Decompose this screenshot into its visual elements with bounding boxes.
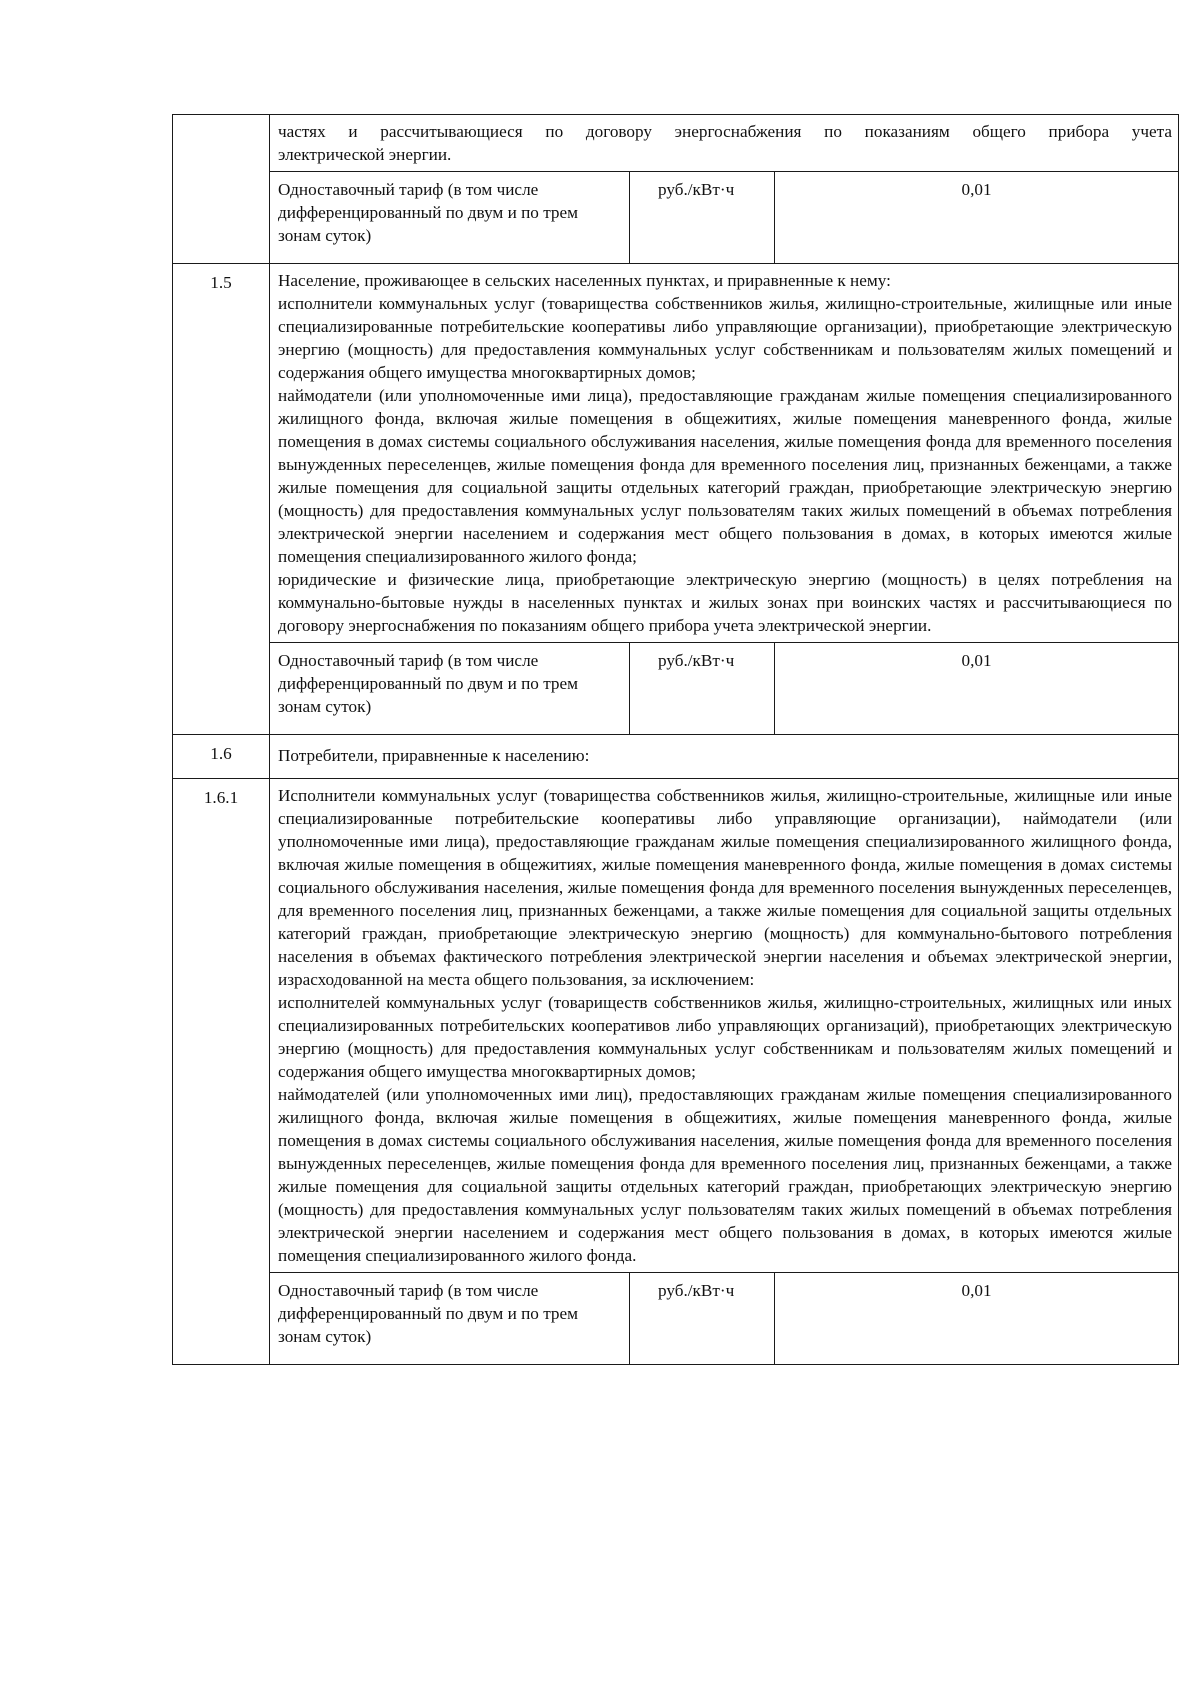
table-row — [173, 115, 1179, 172]
description-paragraph: исполнителей коммунальных услуг (товариществ собственников жилья, жилищно-строительных, жилищных или иных специализированных потребительских кооперативов либо управляющих организаций), приобретающих электрическую энергию (мощность) для предоставления коммунальных услуг собственникам и пользователям жилых помещений и содержания общего имущества многоквартирных домов; — [278, 993, 1173, 1081]
description-cell — [270, 264, 1179, 643]
description-line: частях и рассчитывающиеся по договору энергоснабжения по показаниям общего прибора учета — [278, 122, 1173, 141]
tariff-row — [173, 172, 1179, 264]
row-number-cell — [173, 115, 270, 264]
section-heading: Население, проживающее в сельских населенных пунктах, и приравненные к нему: — [278, 271, 891, 290]
table-row — [173, 779, 1179, 1273]
tariff-table — [172, 114, 1179, 1365]
tariff-unit: руб./кВт·ч — [630, 172, 775, 264]
row-number: 1.5 — [173, 264, 270, 735]
tariff-label: Одноставочный тариф (в том числе дифференцированный по двум и по трем зонам суток) — [270, 1273, 630, 1365]
row-number: 1.6.1 — [173, 779, 270, 1365]
tariff-label: Одноставочный тариф (в том числе дифференцированный по двум и по трем зонам суток) — [270, 643, 630, 735]
table-row — [173, 735, 1179, 779]
tariff-row — [173, 1273, 1179, 1365]
tariff-value: 0,01 — [775, 1273, 1179, 1365]
tariff-label: Одноставочный тариф (в том числе дифференцированный по двум и по трем зонам суток) — [270, 172, 630, 264]
table-row — [173, 264, 1179, 643]
section-heading: Потребители, приравненные к населению: — [270, 735, 1179, 779]
tariff-row — [173, 643, 1179, 735]
description-paragraph: наймодателей (или уполномоченных ими лиц), предоставляющих гражданам жилые помещения специализированного жилищного фонда, включая жилые помещения в общежитиях, жилые помещения маневренного фонда, жилые помещения в домах системы социального обслуживания населения, жилые помещения фонда для временного поселения вынужденных переселенцев, жилые помещения фонда для временного поселения лиц, признанных беженцами, а также жилые помещения для социальной защиты отдельных категорий граждан, приобретающих электрическую энергию (мощность) для предоставления коммунальных услуг пользователям таких жилых помещений в объемах потребления электрической энергии населением и содержания мест общего пользования в домах, в которых имеются жилые помещения специализированного жилого фонда. — [278, 1085, 1173, 1265]
description-paragraph: наймодатели (или уполномоченные ими лица), предоставляющие гражданам жилые помещения специализированного жилищного фонда, включая жилые помещения в общежитиях, жилые помещения маневренного фонда, жилые помещения в домах системы социального обслуживания населения, жилые помещения фонда для временного поселения вынужденных переселенцев, жилые помещения фонда для временного поселения лиц, признанных беженцами, а также жилые помещения для социальной защиты отдельных категорий граждан, приобретающие электрическую энергию (мощность) для предоставления коммунальных услуг пользователям таких жилых помещений в объемах потребления электрической энергии населением и содержания мест общего пользования в домах, в которых имеются жилые помещения специализированного жилого фонда; — [278, 386, 1173, 566]
description-cell — [270, 115, 1179, 172]
tariff-value: 0,01 — [775, 643, 1179, 735]
row-number: 1.6 — [173, 735, 270, 779]
tariff-unit: руб./кВт·ч — [630, 1273, 775, 1365]
tariff-unit: руб./кВт·ч — [630, 643, 775, 735]
description-line: электрической энергии. — [278, 145, 452, 164]
description-cell — [270, 779, 1179, 1273]
description-paragraph: юридические и физические лица, приобретающие электрическую энергию (мощность) в целях потребления на коммунально-бытовые нужды в населенных пунктах и жилых зонах при воинских частях и рассчитывающиеся по договору энергоснабжения по показаниям общего прибора учета электрической энергии. — [278, 570, 1173, 635]
tariff-value: 0,01 — [775, 172, 1179, 264]
description-paragraph: исполнители коммунальных услуг (товарищества собственников жилья, жилищно-строительные, жилищные или иные специализированные потребительские кооперативы либо управляющие организации), приобретающие электрическую энергию (мощность) для предоставления коммунальных услуг собственникам и пользователям жилых помещений и содержания общего имущества многоквартирных домов; — [278, 294, 1173, 382]
description-paragraph: Исполнители коммунальных услуг (товарищества собственников жилья, жилищно-строительные, жилищные или иные специализированные потребительские кооперативы либо управляющие организации), наймодатели (или уполномоченные ими лица), предоставляющие гражданам жилые помещения специализированного жилищного фонда, включая жилые помещения в общежитиях, жилые помещения маневренного фонда, жилые помещения в домах системы социального обслуживания населения, жилые помещения фонда для временного поселения вынужденных переселенцев, для временного поселения лиц, признанных беженцами, а также жилые помещения для социальной защиты отдельных категорий граждан, приобретающие электрическую энергию (мощность) для коммунально-бытового потребления населения в объемах фактического потребления электрической энергии населения и объемах электрической энергии, израсходованной на места общего пользования, за исключением: — [278, 786, 1173, 989]
